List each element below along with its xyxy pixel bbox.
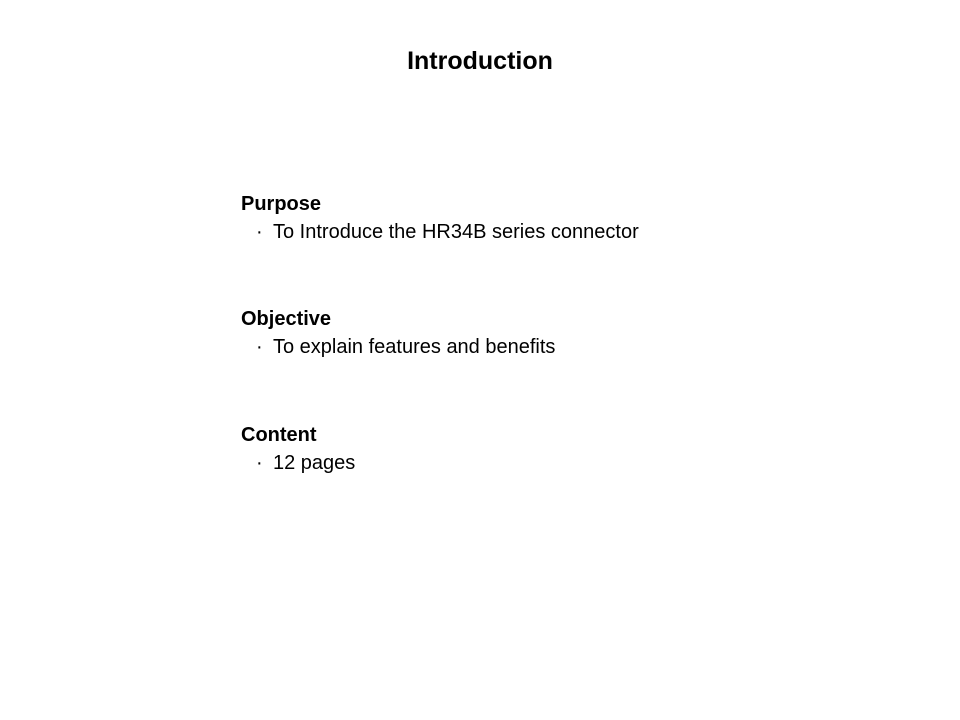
objective-item-text: To explain features and benefits — [273, 336, 556, 358]
bullet-icon: · — [256, 336, 263, 358]
content-section — [241, 421, 881, 477]
content-heading: Content — [241, 424, 317, 446]
purpose-item — [241, 218, 881, 246]
objective-heading: Objective — [241, 308, 332, 330]
page-title: Introduction — [407, 47, 553, 75]
objective-item — [241, 333, 881, 361]
content-item — [241, 449, 881, 477]
bullet-icon: · — [256, 452, 263, 474]
bullet-icon: · — [256, 221, 263, 243]
purpose-section — [241, 190, 881, 246]
purpose-heading: Purpose — [241, 193, 322, 215]
objective-section — [241, 305, 881, 361]
content-item-text: 12 pages — [273, 452, 356, 474]
purpose-item-text: To Introduce the HR34B series connector — [273, 221, 639, 243]
